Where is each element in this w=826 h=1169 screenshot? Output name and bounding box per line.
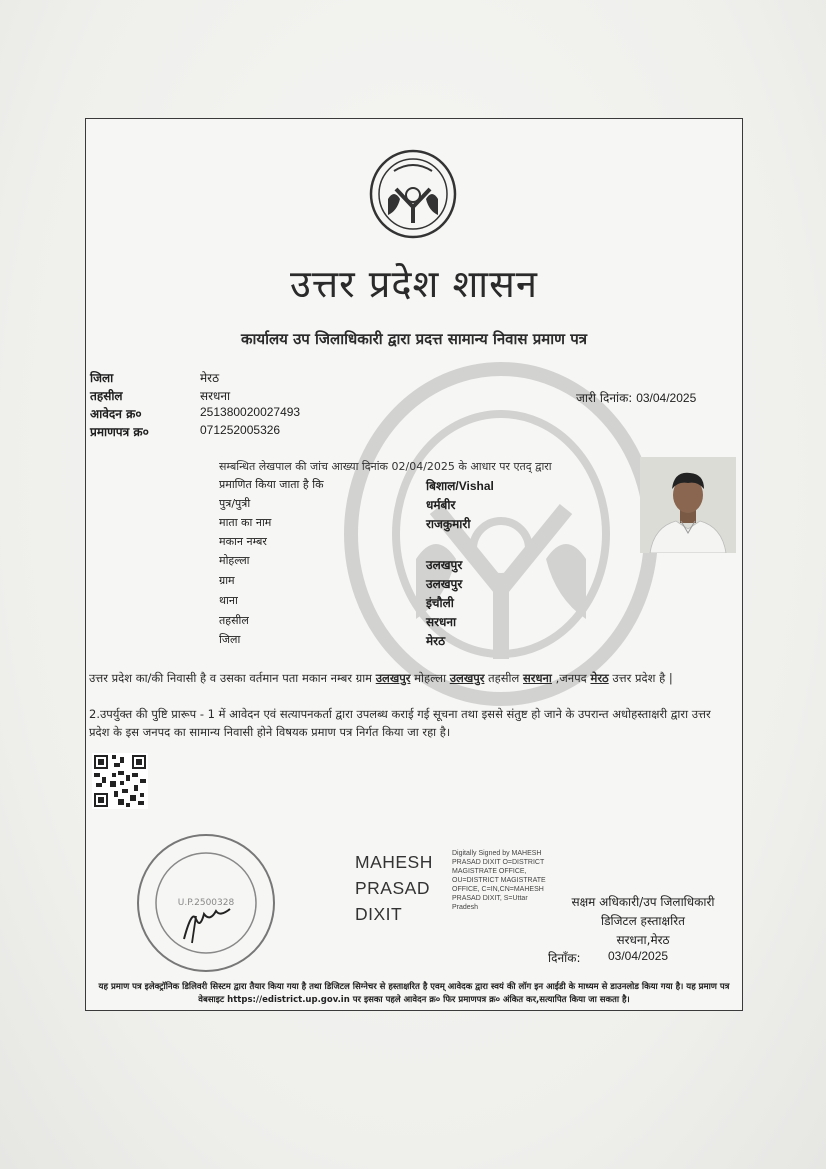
certificate-no-value: 071252005326 bbox=[200, 423, 281, 437]
application-no-value: 251380020027493 bbox=[200, 405, 301, 419]
authority-designation: सक्षम अधिकारी/उप जिलाधिकारी bbox=[571, 895, 715, 909]
authority-block bbox=[558, 893, 728, 950]
detail-value-mother: राजकुमारी bbox=[426, 517, 471, 531]
certificate-title: कार्यालय उप जिलाधिकारी द्वारा प्रदत्त सामान्य निवास प्रमाण पत्र bbox=[241, 330, 587, 348]
detail-label: मोहल्ला bbox=[219, 554, 250, 567]
confirmation-statement: 2.उपर्युक्त की पुष्टि प्रारूप - 1 में आवेदन एवं सत्यापनकर्ता द्वारा उपलब्ध कराई गई सूचना तथा इससे संतुष्ट हो जाने के उपरान्त अधोहस्ताक्षरी द्वारा उत्तर प्रदेश के इस जनपद का सामान्य निवासी होने विषयक प्रमाण पत्र निर्गत किया जा रहा है। bbox=[89, 707, 711, 739]
detail-value-tehsil: सरधना bbox=[426, 615, 457, 629]
detail-label: पुत्र/पुत्री bbox=[219, 497, 251, 510]
detail-label: जिला bbox=[219, 633, 241, 646]
statement-text: मोहल्ला bbox=[414, 671, 447, 685]
detail-label: तहसील bbox=[219, 614, 249, 627]
statement-text: ,जनपद bbox=[555, 671, 587, 685]
detail-label: ग्राम bbox=[219, 574, 235, 587]
statement-text: उत्तर प्रदेश है | bbox=[612, 671, 673, 685]
digital-signature-details: Digitally Signed by MAHESH PRASAD DIXIT O=DISTRICT MAGISTRATE OFFICE, OU=DISTRICT MAGISTRATE OFFICE, C=IN,CN=MAHESH PRASAD DIXIT, S=Uttar Pradesh bbox=[452, 850, 546, 911]
detail-value-thana: इंचौली bbox=[426, 596, 454, 610]
detail-label: प्रमाणित किया जाता है कि bbox=[219, 478, 324, 491]
detail-value-district: मेरठ bbox=[426, 634, 446, 648]
signer-name-line: PRASAD bbox=[355, 878, 430, 898]
tehsil-value: सरधना bbox=[200, 389, 231, 403]
issue-date-label: जारी दिनांक: bbox=[576, 391, 633, 405]
detail-value-village: उलखपुर bbox=[426, 577, 463, 591]
qr-code bbox=[92, 753, 148, 809]
signer-name bbox=[355, 849, 433, 927]
statement-district: मेरठ bbox=[590, 671, 609, 685]
tehsil-seal-stamp bbox=[134, 831, 279, 976]
authority-location: सरधना,मेरठ bbox=[616, 933, 670, 947]
application-no-label: आवेदन क्र० bbox=[90, 407, 142, 421]
district-value: मेरठ bbox=[200, 371, 220, 385]
detail-value-father: धर्मबीर bbox=[426, 498, 456, 512]
authority-date-label: दिनाँक: bbox=[548, 951, 581, 965]
applicant-photo bbox=[640, 457, 736, 553]
emblem-watermark bbox=[341, 359, 661, 709]
signer-name-line: MAHESH bbox=[355, 852, 433, 872]
authority-digital-signed: डिजिटल हस्ताक्षरित bbox=[601, 914, 685, 928]
government-title: उत्तर प्रदेश शासन bbox=[290, 262, 538, 306]
certificate-no-label: प्रमाणपत्र क्र० bbox=[90, 425, 149, 439]
residence-statement bbox=[89, 669, 729, 687]
district-label: जिला bbox=[90, 371, 114, 385]
statement-village: उलखपुर bbox=[375, 671, 411, 685]
detail-label: थाना bbox=[219, 594, 238, 607]
statement-tehsil: सरधना bbox=[523, 671, 552, 685]
tehsil-label: तहसील bbox=[90, 389, 123, 403]
statement-text: तहसील bbox=[488, 671, 520, 685]
statement-mohalla: उलखपुर bbox=[449, 671, 485, 685]
detail-value-name: बिशाल/Vishal bbox=[426, 479, 494, 493]
detail-label: मकान नम्बर bbox=[219, 535, 267, 548]
statement-text: उत्तर प्रदेश का/की निवासी है व उसका वर्तमान पता मकान नम्बर ग्राम bbox=[89, 671, 373, 685]
signer-name-line: DIXIT bbox=[355, 904, 403, 924]
verification-intro: सम्बन्धित लेखपाल की जांच आख्या दिनांक 02/04/2025 के आधार पर एतद् द्वारा bbox=[219, 460, 552, 473]
issue-date bbox=[576, 389, 696, 406]
authority-date-value: 03/04/2025 bbox=[608, 949, 669, 963]
detail-value-mohalla: उलखपुर bbox=[426, 558, 463, 572]
certificate-frame bbox=[85, 118, 743, 1011]
up-govt-emblem bbox=[368, 149, 458, 239]
detail-label: माता का नाम bbox=[219, 516, 272, 529]
footer-note: यह प्रमाण पत्र इलेक्ट्रॉनिक डिलिवरी सिस्टम द्वारा तैयार किया गया है तथा डिजिटल सिग्नेचर से हस्ताक्षरित है एवम् आवेदक द्वारा स्वयं की लॉग इन आईडी के माध्यम से डाउनलोड किया गया है। यह प्रमाण पत्र वेबसाइट https://edistrict.up.gov.in पर इसका पहले आवेदन क्र० फिर प्रमाणपत्र क्र० अंकित कर,सत्यापित किया जा सकता है। bbox=[98, 982, 730, 1005]
seal-code: U.P.2500328 bbox=[177, 898, 235, 908]
issue-date-value: 03/04/2025 bbox=[636, 391, 697, 405]
